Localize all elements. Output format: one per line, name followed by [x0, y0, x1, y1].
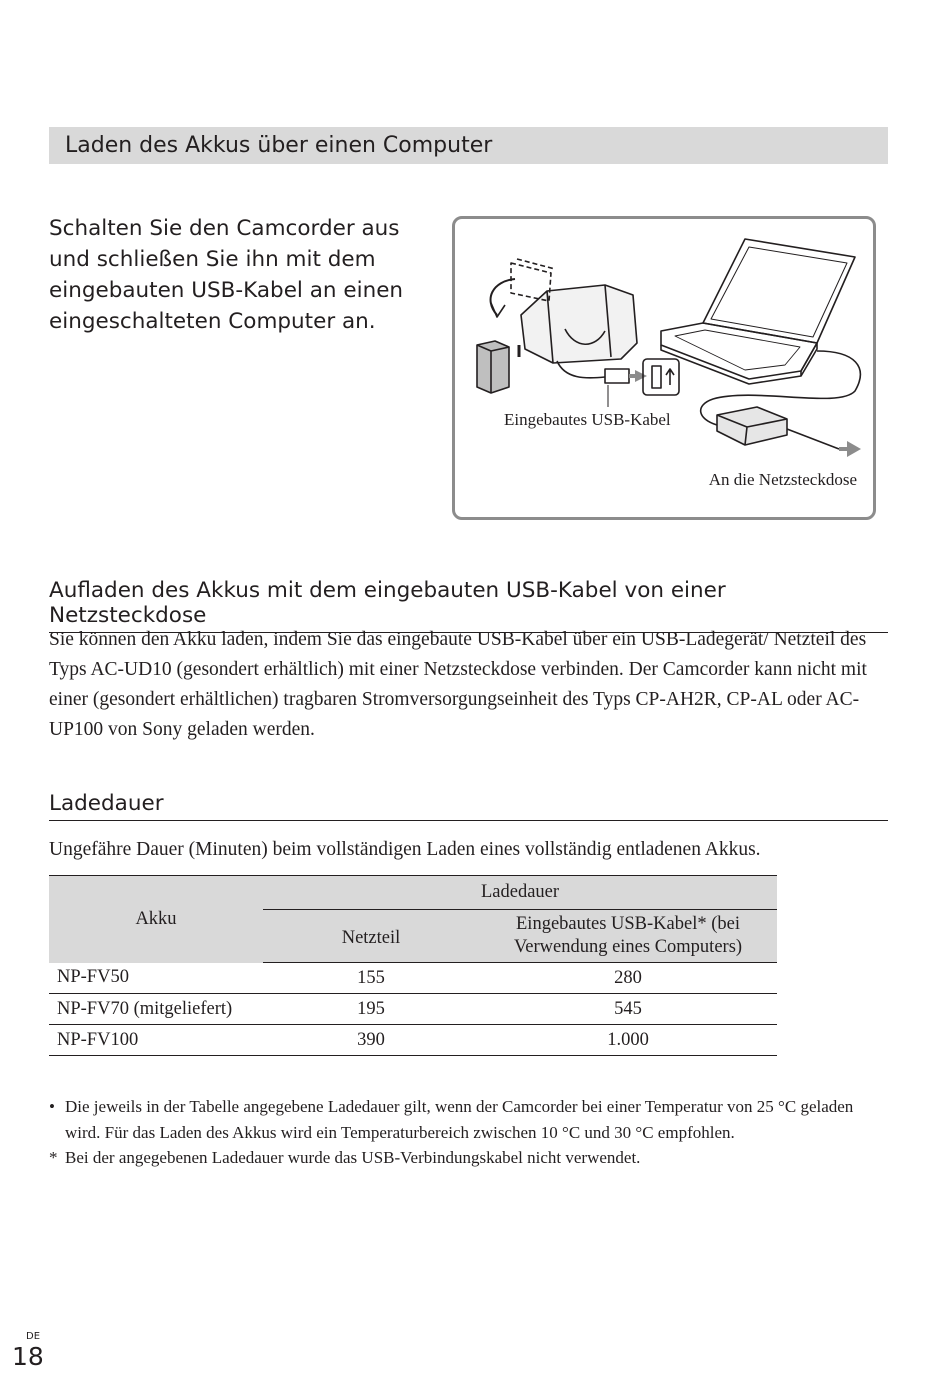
usb-outlet-paragraph: Sie können den Akku laden, indem Sie das eingebaute USB-Kabel über ein USB-Ladegerät/ Netzteil des Typs AC-UD10 (gesondert erhältlich) mit einer Netzsteckdose verbinden. Der Camcorder kann nicht mit einer (gesondert erhältlichen) tragbaren Stromversorgungseinheit des Typs CP-AH2R, CP-AL oder AC-UP100 von Sony geladen werden.: [49, 629, 867, 740]
column-header-battery: Akku: [49, 876, 263, 963]
usb-time-cell: 280: [479, 963, 777, 994]
camcorder-body: [521, 285, 637, 363]
footnotes: [49, 1094, 869, 1171]
section-title: Laden des Akkus über einen Computer: [65, 133, 493, 158]
footnote-asterisk: [49, 1145, 869, 1171]
charge-time-note: Ungefähre Dauer (Minuten) beim vollständigen Laden eines vollständig entladenen Akkus.: [49, 839, 761, 860]
outlet-label: An die Netzsteckdose: [708, 470, 857, 489]
battery-cell: NP-FV50: [49, 963, 263, 994]
laptop-base: [661, 323, 817, 379]
adapter-time-cell: 155: [263, 963, 479, 994]
table-row: [49, 963, 777, 994]
intro-text: Schalten Sie den Camcorder aus und schließen Sie ihn mit dem eingebauten USB-Kabel an einen eingeschalteten Computer an.: [49, 216, 404, 334]
charge-time-table: [49, 875, 777, 1056]
column-header-usb-cable: Eingebautes USB-Kabel* (bei Verwendung eines Computers): [479, 910, 777, 963]
usb-cable-label: Eingebautes USB-Kabel: [504, 410, 671, 429]
bullet-mark: •: [49, 1097, 55, 1116]
outlet-arrow: [847, 441, 861, 457]
table-row: [49, 994, 777, 1025]
usb-time-cell: 545: [479, 994, 777, 1025]
footnote-text: Bei der angegebenen Ladedauer wurde das USB-Verbindungskabel nicht verwendet.: [65, 1148, 641, 1167]
charging-illustration: [452, 216, 876, 520]
page-language: DE: [26, 1331, 41, 1342]
column-header-adapter: Netzteil: [263, 910, 479, 963]
table-row: [49, 1025, 777, 1056]
adapter-time-cell: 390: [263, 1025, 479, 1056]
adapter-time-cell: 195: [263, 994, 479, 1025]
footnote-text: Die jeweils in der Tabelle angegebene Ladedauer gilt, wenn der Camcorder bei einer Temperatur von 25 °C geladen wird. Für das Laden des Akkus wird ein Temperaturbereich zwischen 10 °C und 30 °C empfohlen.: [65, 1097, 854, 1142]
usb-outlet-heading: Aufladen des Akkus mit dem eingebauten USB-Kabel von einer Netzsteckdose: [49, 578, 888, 633]
usb-time-cell: 1.000: [479, 1025, 777, 1056]
battery-cell: NP-FV100: [49, 1025, 263, 1056]
page-number: 18: [12, 1342, 44, 1371]
asterisk-mark: *: [49, 1148, 58, 1167]
section-header-bar: [49, 127, 888, 164]
charge-time-heading: Ladedauer: [49, 791, 888, 821]
battery-cell: NP-FV70 (mitgeliefert): [49, 994, 263, 1025]
footnote-bullet: [49, 1094, 869, 1145]
column-header-charge-time: Ladedauer: [263, 876, 777, 910]
